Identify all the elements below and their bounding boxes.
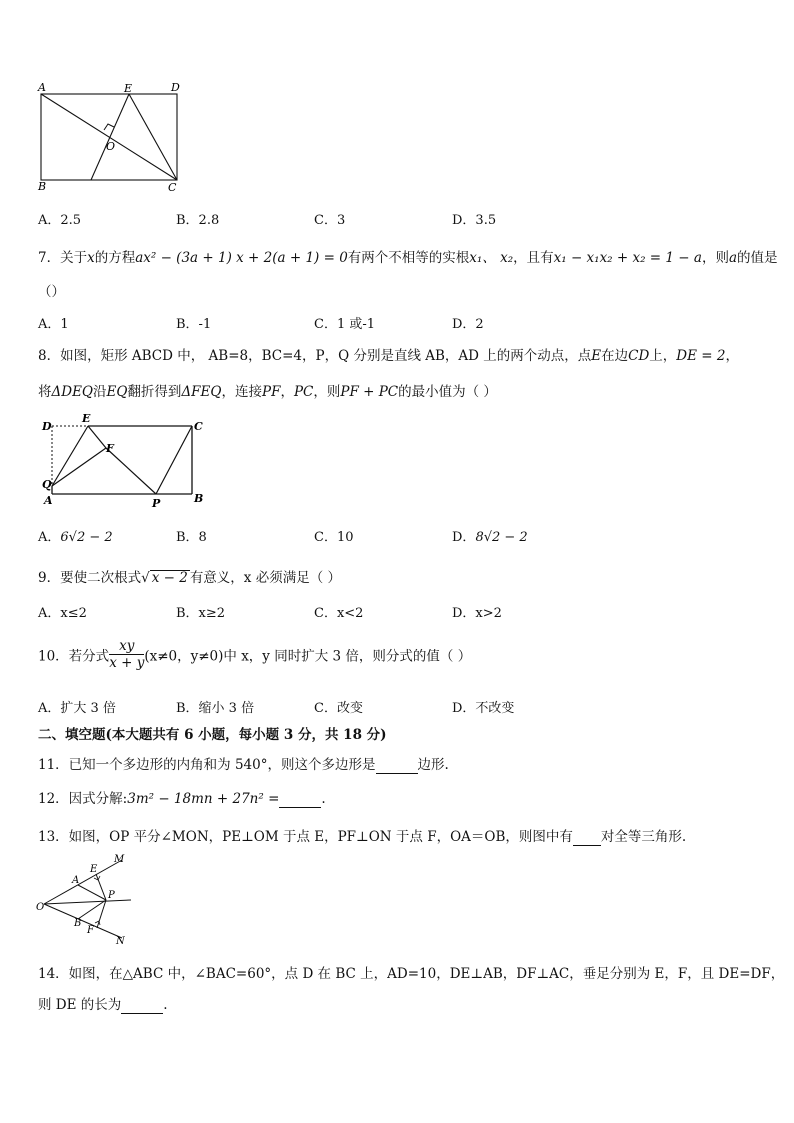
q6-label-b: B xyxy=(38,180,47,193)
q8-stem-line2: 将ΔDEQ沿EQ翻折得到ΔFEQ，连接PF，PC，则PF + PC的最小值为（ ） xyxy=(38,384,497,400)
q13-figure xyxy=(34,852,138,948)
q7-option-a: A．1 xyxy=(38,317,69,332)
q7-option-b: B．-1 xyxy=(176,317,212,332)
q8-label-d: D xyxy=(42,420,52,433)
q13-stem: 13．如图，OP 平分∠MON，PE⊥OM 于点 E，PF⊥ON 于点 F，OA＝OB，则图中有 对全等三角形. xyxy=(38,829,687,845)
q11-answer-blank[interactable] xyxy=(376,757,418,774)
q13-label-e: E xyxy=(90,864,98,875)
q8-label-e: E xyxy=(82,412,91,425)
q14-stem-line2: 则 DE 的长为 . xyxy=(38,997,168,1013)
q6-label-o: O xyxy=(106,140,116,153)
q13-label-f: F xyxy=(87,925,94,936)
q14-answer-blank[interactable] xyxy=(121,997,163,1014)
q13-label-m: M xyxy=(114,854,125,865)
q10-fraction: $\frac{xy}{x + y}$ xyxy=(109,638,145,671)
q12-stem: 12．因式分解:3m² − 18mn + 27n² = . xyxy=(38,791,326,807)
q8-option-a: A．6√2 − 2 xyxy=(38,530,113,545)
q6-option-a: A．2.5 xyxy=(38,213,82,228)
q6-option-d: D．3.5 xyxy=(452,213,497,228)
q8-label-b: B xyxy=(194,492,204,505)
q10-option-c: C．改变 xyxy=(314,701,363,716)
q8-label-c: C xyxy=(194,420,203,433)
q6-label-e: E xyxy=(124,82,133,95)
q10-option-a: A．扩大 3 倍 xyxy=(38,701,116,716)
q10-stem: 10．若分式 $\frac{xy}{x + y}$ (x≠0，y≠0)中 x，y 同时扩大 3 倍，则分式的值（ ） xyxy=(38,638,472,671)
q8-label-p: P xyxy=(152,497,161,510)
q7-stem-line1: 7．关于x的方程ax² − (3a + 1) x + 2(a + 1) = 0有两个不相等的实根x₁、 x₂，且有x₁ − x₁x₂ + x₂ = 1 − a，则a的值是 xyxy=(38,250,778,266)
q9-option-b: B．x≥2 xyxy=(176,606,226,621)
q9-option-a: A．x≤2 xyxy=(38,606,87,621)
q8-label-q: Q xyxy=(42,478,52,491)
section-2-heading: 二、填空题(本大题共有 6 小题，每小题 3 分，共 18 分) xyxy=(38,727,387,743)
q14-stem-line1: 14．如图，在△ABC 中，∠BAC=60°，点 D 在 BC 上，AD=10，DE⊥AB，DF⊥AC，垂足分别为 E，F，且 DE=DF， xyxy=(38,966,785,982)
q6-label-d: D xyxy=(171,81,180,94)
q9-option-d: D．x>2 xyxy=(452,606,502,621)
q8-stem-line1: 8．如图，矩形 ABCD 中， AB=8，BC=4，P，Q 分别是直线 AB，AD 上的两个动点，点E在边CD上，DE = 2， xyxy=(38,348,739,364)
q9-option-c: C．x<2 xyxy=(314,606,364,621)
q6-option-b: B．2.8 xyxy=(176,213,220,228)
q13-label-o: O xyxy=(36,902,45,913)
q9-stem: 9．要使二次根式√ x − 2 有意义，x 必须满足（ ） xyxy=(38,570,342,586)
q9-radicand: x − 2 xyxy=(151,570,188,586)
q13-label-a: A xyxy=(72,875,80,886)
q11-stem: 11．已知一个多边形的内角和为 540°，则这个多边形是 边形. xyxy=(38,757,449,773)
q12-answer-blank[interactable] xyxy=(279,791,321,808)
q8-label-f: F xyxy=(106,442,114,455)
q7-paren: （） xyxy=(38,284,65,300)
q6-label-a: A xyxy=(38,81,46,94)
q8-figure xyxy=(36,410,216,512)
q7-option-c: C．1 或-1 xyxy=(314,317,376,332)
q10-option-d: D．不改变 xyxy=(452,701,515,716)
q8-label-a: A xyxy=(44,494,53,507)
q6-figure xyxy=(34,78,194,196)
q13-answer-blank[interactable] xyxy=(573,829,601,846)
q8-option-c: C．10 xyxy=(314,530,354,545)
q13-label-p: P xyxy=(108,890,115,901)
q6-option-c: C．3 xyxy=(314,213,346,228)
q8-option-d: D．8√2 − 2 xyxy=(452,530,528,545)
q6-label-c: C xyxy=(168,181,177,194)
q10-option-b: B．缩小 3 倍 xyxy=(176,701,255,716)
q8-option-b: B．8 xyxy=(176,530,207,545)
q13-label-n: N xyxy=(116,936,125,947)
q13-label-b: B xyxy=(74,918,82,929)
q7-option-d: D．2 xyxy=(452,317,484,332)
